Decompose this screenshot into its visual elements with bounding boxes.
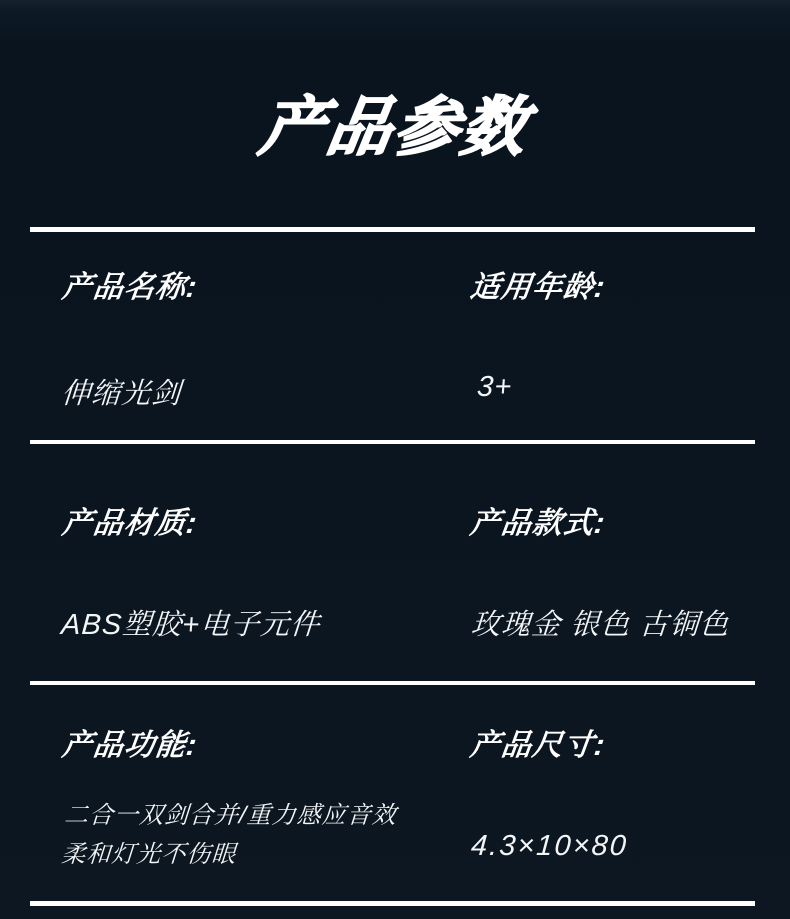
divider-bottom: [30, 901, 755, 906]
spec-value-function-line1: 二合一双剑合并/重力感应音效: [63, 802, 398, 829]
spec-label-product-name: 产品名称:: [60, 271, 200, 304]
spec-label-function: 产品功能:: [60, 729, 200, 762]
divider-top: [30, 227, 755, 232]
spec-value-size: 4.3×10×80: [470, 830, 630, 862]
spec-value-function-line2: 柔和灯光不伤眼: [60, 841, 238, 868]
spec-value-product-name: 伸缩光剑: [60, 378, 183, 410]
divider-row1: [30, 440, 755, 444]
spec-value-style: 玫瑰金 银色 古铜色: [470, 609, 731, 641]
spec-label-style: 产品款式:: [468, 507, 608, 540]
spec-value-age-range: 3+: [476, 371, 514, 403]
divider-row2: [30, 681, 755, 685]
spec-label-material: 产品材质:: [60, 507, 200, 540]
spec-label-age-range: 适用年龄:: [468, 271, 608, 304]
page-title: 产品参数: [255, 91, 535, 163]
spec-label-size: 产品尺寸:: [468, 729, 608, 762]
spec-value-material: ABS塑胶+电子元件: [60, 609, 322, 641]
spec-value-function: [60, 796, 398, 874]
